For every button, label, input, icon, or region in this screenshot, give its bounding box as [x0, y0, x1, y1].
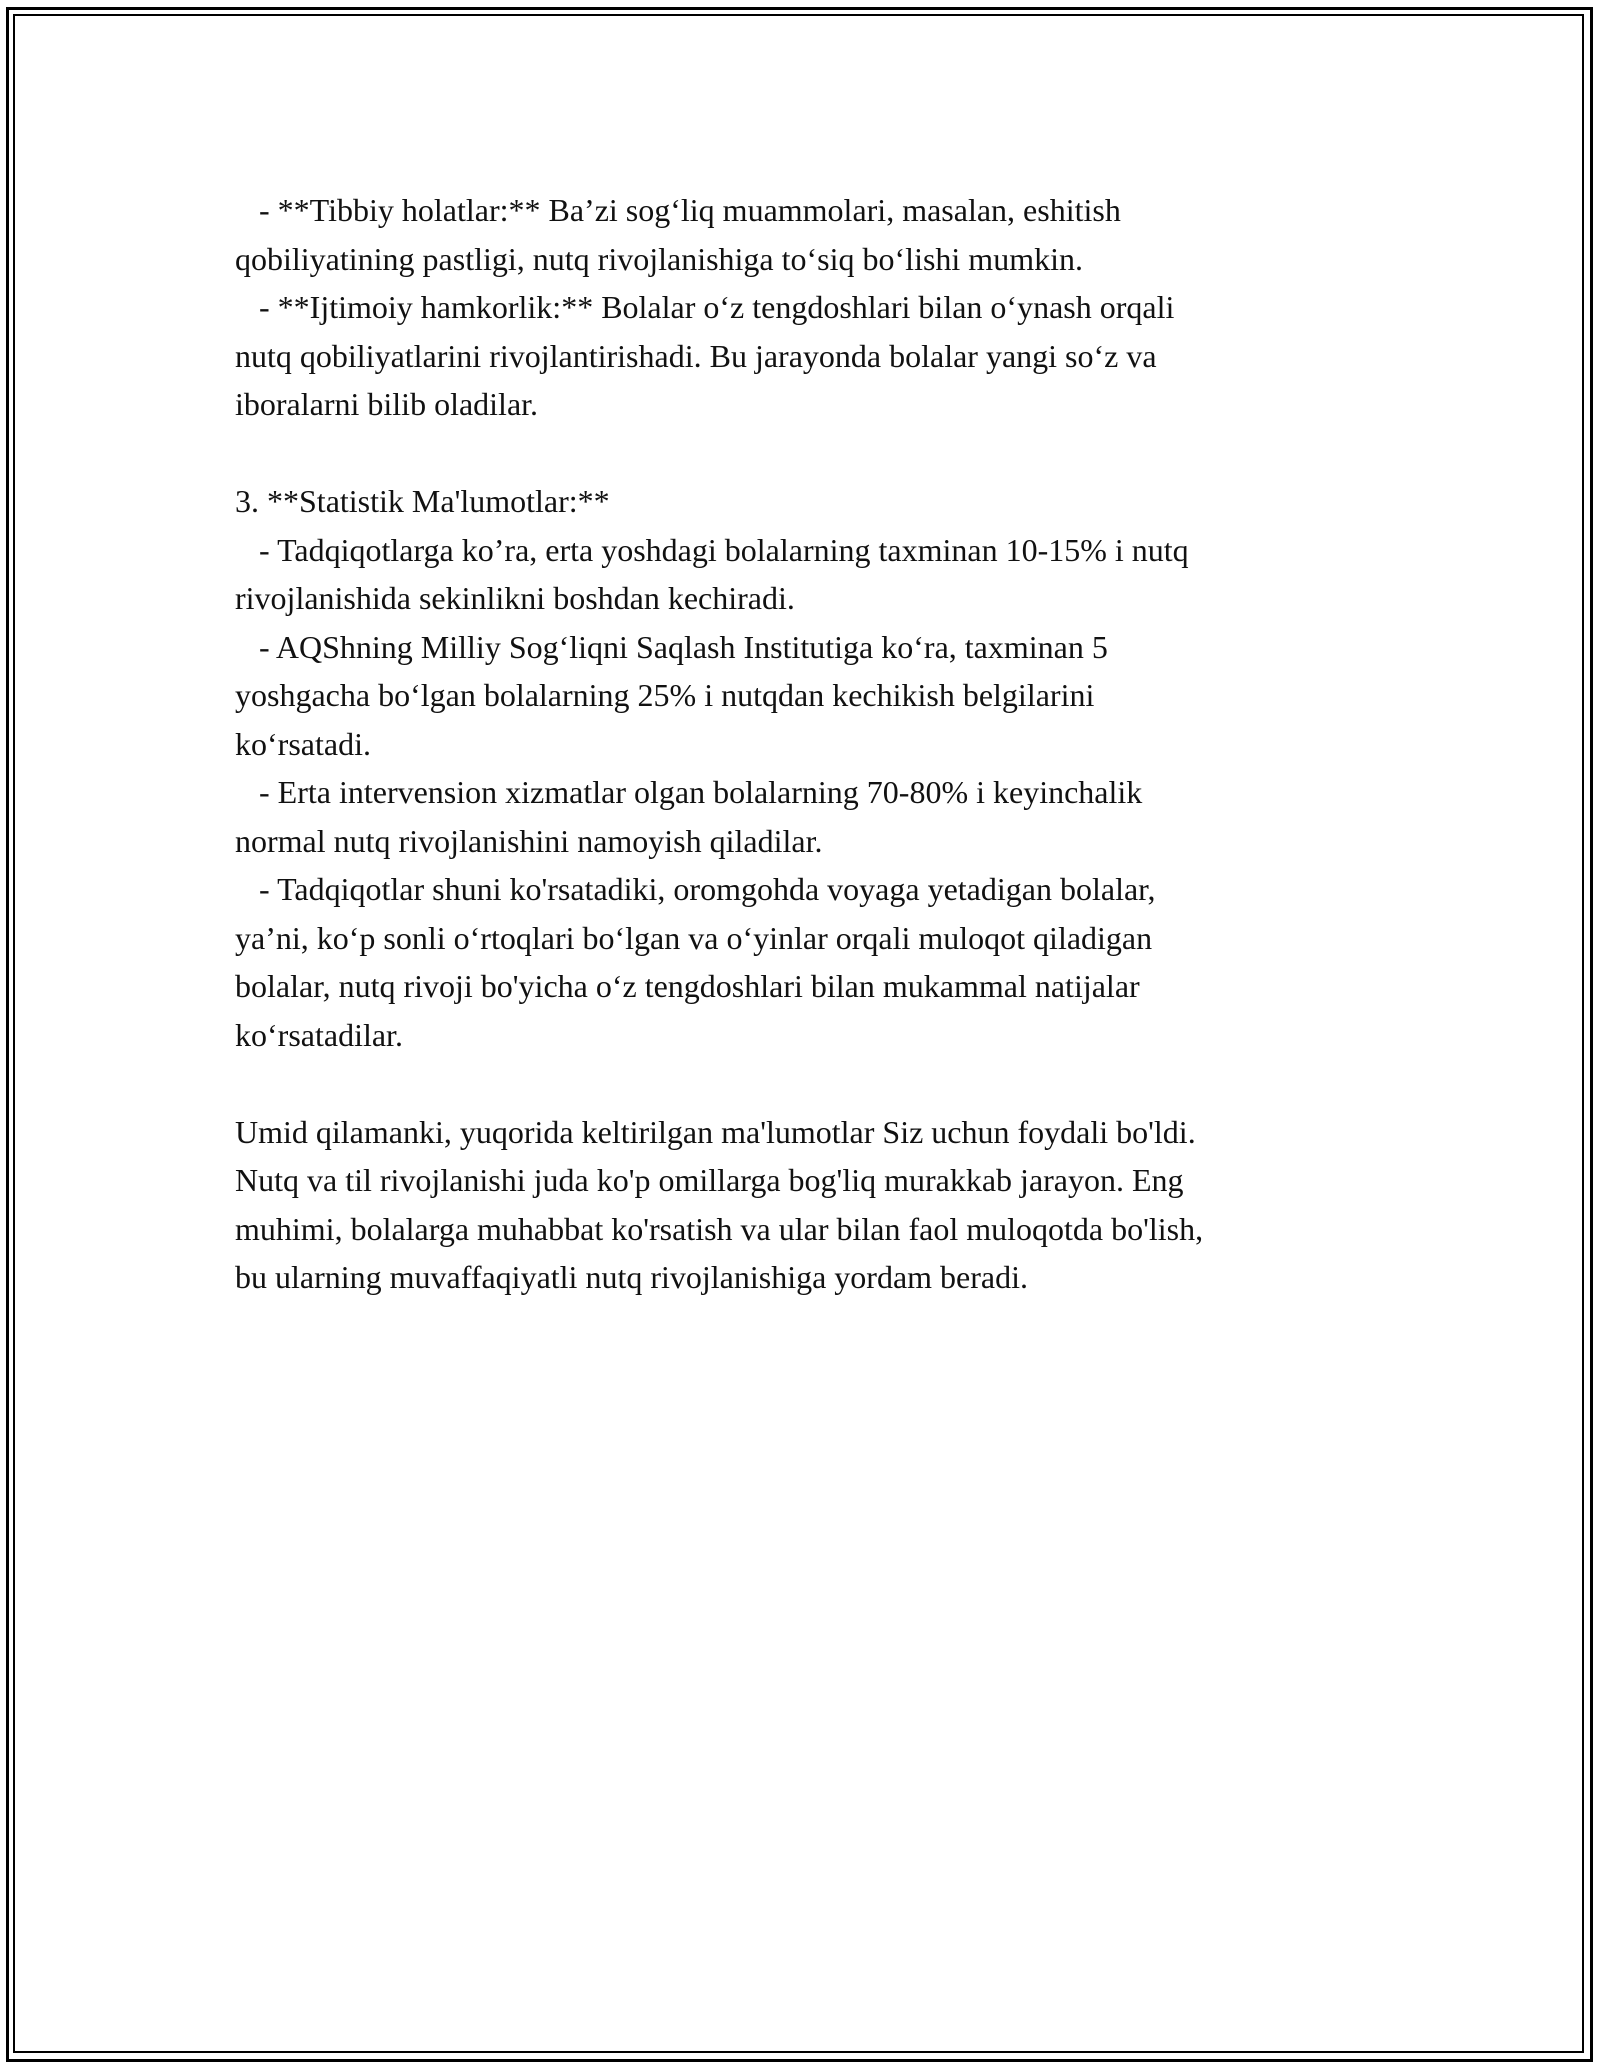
- text-line: iboralarni bilib oladilar.: [235, 386, 539, 422]
- text-line: ko‘rsatadilar.: [235, 1016, 403, 1053]
- text-line: - Erta intervension xizmatlar olgan bolalarning 70-80% i keyinchalik: [235, 774, 1143, 810]
- text-line: bolalar, nutq rivoji bo'yicha o‘z tengdoshlari bilan mukammal natijalar: [235, 968, 1140, 1004]
- text-line: - **Ijtimoiy hamkorlik:** Bolalar o‘z tengdoshlari bilan o‘ynash orqali: [235, 289, 1175, 325]
- text-line: rivojlanishida sekinlikni boshdan kechiradi.: [235, 580, 795, 616]
- text-line: bu ularning muvaffaqiyatli nutq rivojlanishiga yordam beradi.: [235, 1259, 1028, 1295]
- paragraph-spacer: [235, 1059, 1355, 1108]
- text-line: ko‘rsatadi.: [235, 725, 371, 762]
- text-line: - AQShning Milliy Sog‘liqni Saqlash Institutiga ko‘ra, taxminan 5: [235, 628, 1108, 665]
- text-line: qobiliyatining pastligi, nutq rivojlanishiga to‘siq bo‘lishi mumkin.: [235, 240, 1083, 277]
- text-line: muhimi, bolalarga muhabbat ko'rsatish va ular bilan faol muloqotda bo'lish,: [235, 1210, 1204, 1247]
- document-body: [235, 186, 1355, 1302]
- text-line: Nutq va til rivojlanishi juda ko'p omillarga bog'liq murakkab jarayon. Eng: [235, 1162, 1184, 1198]
- text-line: - Tadqiqotlarga ko’ra, erta yoshdagi bolalarning taxminan 10-15% i nutq: [235, 531, 1189, 568]
- text-line: - Tadqiqotlar shuni ko'rsatadiki, oromgohda voyaga yetadigan bolalar,: [235, 871, 1156, 907]
- paragraph-spacer: [235, 429, 1355, 478]
- text-line: normal nutq rivojlanishini namoyish qiladilar.: [235, 822, 823, 859]
- text-line: nutq qobiliyatlarini rivojlantirishadi. Bu jarayonda bolalar yangi so‘z va: [235, 337, 1157, 374]
- text-line: ya’ni, ko‘p sonli o‘rtoqlari bo‘lgan va o‘yinlar orqali muloqot qiladigan: [235, 919, 1153, 956]
- text-line: yoshgacha bo‘lgan bolalarning 25% i nutqdan kechikish belgilarini: [235, 677, 1095, 713]
- text-line: Umid qilamanki, yuqorida keltirilgan ma'lumotlar Siz uchun foydali bo'ldi.: [235, 1113, 1196, 1150]
- section-heading: 3. **Statistik Ma'lumotlar:**: [235, 483, 610, 519]
- text-line: - **Tibbiy holatlar:** Ba’zi sog‘liq muammolari, masalan, eshitish: [235, 192, 1121, 228]
